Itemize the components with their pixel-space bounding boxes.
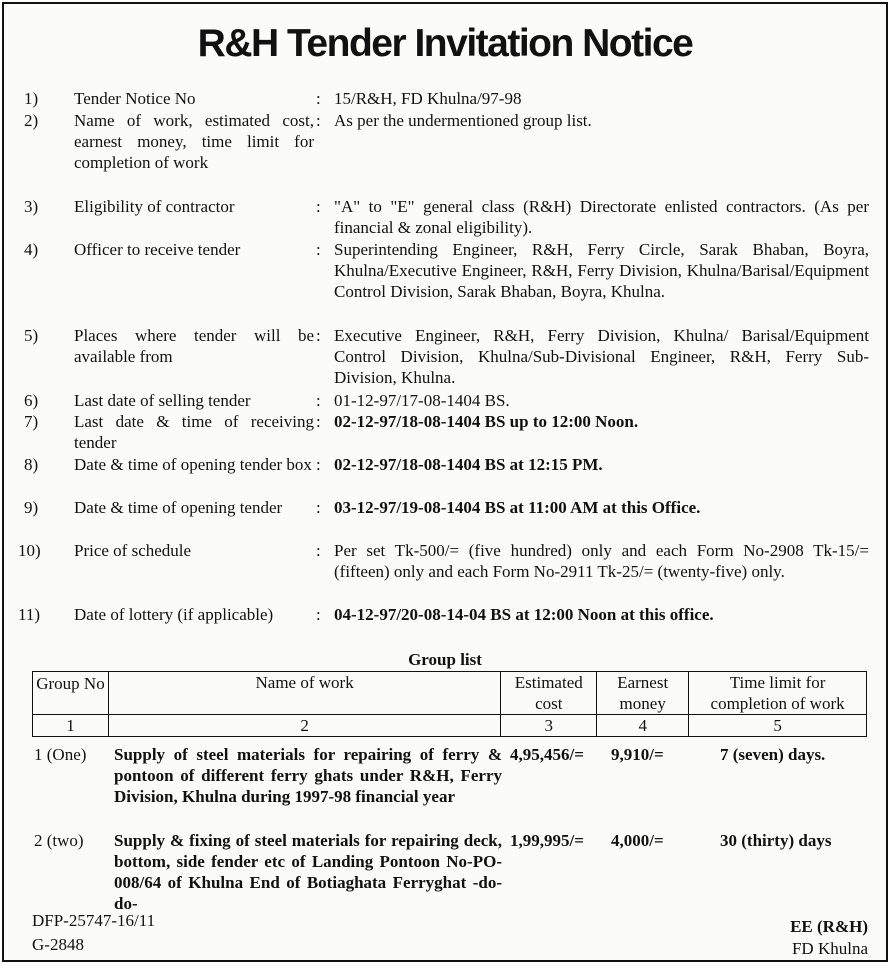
item-colon: : bbox=[316, 412, 321, 431]
col-number: 5 bbox=[689, 715, 867, 737]
col-number: 4 bbox=[597, 715, 689, 737]
group-list-table bbox=[32, 671, 867, 737]
item-colon: : bbox=[316, 111, 321, 130]
row-group: 1 (One) bbox=[34, 745, 87, 764]
item-value: 02-12-97/18-08-1404 BS at 12:15 PM. bbox=[334, 455, 603, 474]
item-colon: : bbox=[316, 391, 321, 410]
table-column-number-row bbox=[33, 715, 867, 737]
header-earnest-money: Earnest money bbox=[597, 672, 689, 715]
item-number: 5) bbox=[24, 326, 39, 345]
item-value: 01-12-97/17-08-1404 BS. bbox=[334, 391, 510, 410]
signature-title: EE (R&H) bbox=[790, 917, 868, 936]
col-number: 2 bbox=[108, 715, 500, 737]
item-colon: : bbox=[316, 455, 321, 474]
item-value: 03-12-97/19-08-1404 BS at 11:00 AM at this Office. bbox=[334, 498, 701, 517]
item-number: 6) bbox=[24, 391, 39, 410]
table-header-row bbox=[33, 672, 867, 715]
item-value: 04-12-97/20-08-14-04 BS at 12:00 Noon at this office. bbox=[334, 605, 714, 624]
item-value: 02-12-97/18-08-1404 BS up to 12:00 Noon. bbox=[334, 412, 639, 431]
item-label: Date of lottery (if applicable) bbox=[74, 605, 274, 624]
row-work: Supply & fixing of steel materials for repairing deck, bottom, side fender etc of Landing Pontoon No-PO-008/64 of Khulna End of Botiaghata Ferryghat -do-do- bbox=[114, 831, 502, 913]
row-money: 4,000/= bbox=[611, 831, 664, 850]
item-number: 4) bbox=[24, 240, 39, 259]
item-label: Price of schedule bbox=[74, 541, 192, 560]
item-value: "A" to "E" general class (R&H) Directorate enlisted contractors. (As per financial & zonal eligibility). bbox=[334, 197, 869, 237]
item-label: Tender Notice No bbox=[74, 89, 196, 108]
item-colon: : bbox=[316, 197, 321, 216]
row-work: Supply of steel materials for repairing of ferry & pontoon of different ferry ghats under R&H, Ferry Division, Khulna during 1997-98 financial year bbox=[114, 745, 502, 806]
item-label: Date & time of opening tender bbox=[74, 498, 283, 517]
item-label: Officer to receive tender bbox=[74, 240, 241, 259]
item-label: Eligibility of contractor bbox=[74, 197, 235, 216]
col-number: 1 bbox=[33, 715, 109, 737]
item-value: As per the undermentioned group list. bbox=[334, 111, 592, 130]
item-value: Per set Tk-500/= (five hundred) only and each Form No-2908 Tk-15/= (fifteen) only and each Form No-2911 Tk-25/= (twenty-five) only. bbox=[334, 541, 869, 581]
item-colon: : bbox=[316, 89, 321, 108]
item-colon: : bbox=[316, 541, 321, 560]
item-number: 3) bbox=[24, 197, 39, 216]
signature-office: FD Khulna bbox=[791, 939, 868, 958]
header-name-of-work: Name of work bbox=[108, 672, 500, 715]
item-number: 10) bbox=[18, 541, 41, 560]
item-value: 15/R&H, FD Khulna/97-98 bbox=[334, 89, 522, 108]
item-colon: : bbox=[316, 605, 321, 624]
item-label: Name of work, estimated cost, earnest money, time limit for completion of work bbox=[74, 111, 314, 172]
row-group: 2 (two) bbox=[34, 831, 84, 850]
item-number: 11) bbox=[18, 605, 41, 624]
row-cost: 4,95,456/= bbox=[510, 745, 584, 764]
header-estimated-cost: Estimated cost bbox=[501, 672, 597, 715]
item-value: Superintending Engineer, R&H, Ferry Circle, Sarak Bhaban, Boyra, Khulna/Executive Engineer, R&H, Ferry Division, Khulna/Barisal/Equipment Control Division, Sarak Bhaban, Boyra, Khulna. bbox=[334, 240, 869, 301]
item-number: 7) bbox=[24, 412, 39, 431]
row-time: 7 (seven) days. bbox=[720, 745, 826, 764]
item-label: Last date & time of receiving tender bbox=[74, 412, 314, 452]
item-number: 1) bbox=[24, 89, 39, 108]
item-colon: : bbox=[316, 498, 321, 517]
row-money: 9,910/= bbox=[611, 745, 664, 764]
notice-title: R&H Tender Invitation Notice bbox=[197, 22, 693, 65]
item-value: Executive Engineer, R&H, Ferry Division, Khulna/ Barisal/Equipment Control Division, Khulna/Sub-Divisional Engineer, R&H, Ferry Sub-Division, Khulna. bbox=[334, 326, 869, 387]
item-colon: : bbox=[316, 240, 321, 259]
group-list-heading: Group list bbox=[408, 650, 482, 669]
item-number: 9) bbox=[24, 498, 39, 517]
item-number: 8) bbox=[24, 455, 39, 474]
item-label: Places where tender will be available from bbox=[74, 326, 314, 366]
notice-page bbox=[2, 2, 888, 962]
item-number: 2) bbox=[24, 111, 39, 130]
row-time: 30 (thirty) days bbox=[720, 831, 832, 850]
g-code: G-2848 bbox=[32, 935, 84, 954]
item-colon: : bbox=[316, 326, 321, 345]
item-label: Last date of selling tender bbox=[74, 391, 251, 410]
row-cost: 1,99,995/= bbox=[510, 831, 584, 850]
col-number: 3 bbox=[501, 715, 597, 737]
header-time-limit: Time limit for completion of work bbox=[689, 672, 867, 715]
header-group-no: Group No bbox=[33, 672, 109, 715]
item-label: Date & time of opening tender box bbox=[74, 455, 312, 474]
dfp-code: DFP-25747-16/11 bbox=[32, 911, 156, 930]
